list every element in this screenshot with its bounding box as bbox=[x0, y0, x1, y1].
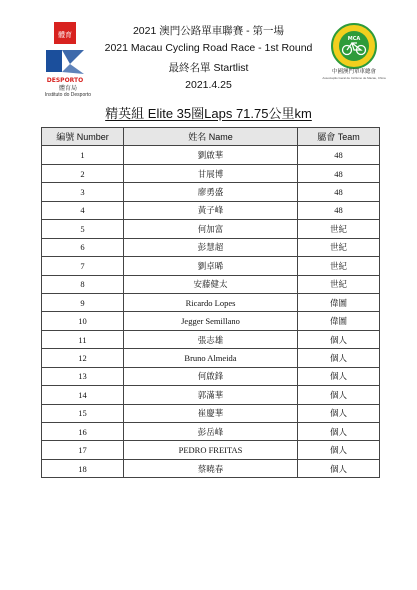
cell-name: 彭慧超 bbox=[124, 238, 298, 256]
table-row bbox=[42, 146, 380, 164]
cell-team: 世紀 bbox=[298, 238, 380, 256]
category-title-text: 精英組 Elite 35圈Laps 71.75公里km bbox=[105, 106, 312, 121]
cell-name: 張志雄 bbox=[124, 330, 298, 348]
table-row bbox=[42, 201, 380, 219]
cycling-association-logo-icon bbox=[330, 22, 378, 70]
cell-number: 14 bbox=[42, 386, 124, 404]
header-line-2: 2021 Macau Cycling Road Race - 1st Round bbox=[104, 42, 313, 54]
table-row bbox=[42, 441, 380, 459]
cell-number: 11 bbox=[42, 330, 124, 348]
logo-mark-text: 體育 bbox=[58, 31, 72, 39]
header-team: 屬會 Team bbox=[298, 128, 380, 146]
table-row bbox=[42, 367, 380, 385]
cell-team: 個人 bbox=[298, 330, 380, 348]
cell-team: 個人 bbox=[298, 386, 380, 404]
cell-name: 彭岳峰 bbox=[124, 423, 298, 441]
cell-number: 4 bbox=[42, 201, 124, 219]
cell-number: 10 bbox=[42, 312, 124, 330]
cell-team: 個人 bbox=[298, 441, 380, 459]
category-title bbox=[0, 103, 417, 122]
cell-name: 廖勇盛 bbox=[124, 183, 298, 201]
cell-name: 甘展博 bbox=[124, 164, 298, 182]
table-row bbox=[42, 386, 380, 404]
cell-team: 個人 bbox=[298, 423, 380, 441]
header-line-3: 最終名單 Startlist bbox=[168, 62, 249, 74]
table-row bbox=[42, 257, 380, 275]
cell-name: PEDRO FREITAS bbox=[124, 441, 298, 459]
association-name-zh: 中國澳門單車總會 bbox=[331, 69, 376, 75]
cell-name: 劉啟華 bbox=[124, 146, 298, 164]
cell-number: 6 bbox=[42, 238, 124, 256]
logo-name-pt: Instituto do Desporto bbox=[44, 92, 92, 98]
cell-number: 5 bbox=[42, 220, 124, 238]
logo-brand-text: DESPORTO bbox=[46, 77, 84, 84]
table-row bbox=[42, 275, 380, 293]
table-row bbox=[42, 164, 380, 182]
cell-name: Bruno Almeida bbox=[124, 349, 298, 367]
header-number: 編號 Number bbox=[42, 128, 124, 146]
cell-number: 7 bbox=[42, 257, 124, 275]
cell-team: 世紀 bbox=[298, 275, 380, 293]
cell-number: 2 bbox=[42, 164, 124, 182]
header-line-1: 2021 澳門公路單車聯賽 - 第一場 bbox=[132, 25, 285, 37]
document-header bbox=[0, 0, 417, 98]
cell-number: 12 bbox=[42, 349, 124, 367]
cell-name: 郭滿華 bbox=[124, 386, 298, 404]
cell-number: 3 bbox=[42, 183, 124, 201]
cell-team: 個人 bbox=[298, 349, 380, 367]
cell-number: 9 bbox=[42, 293, 124, 311]
cell-team: 個人 bbox=[298, 404, 380, 422]
table-row bbox=[42, 459, 380, 477]
cell-team: 48 bbox=[298, 164, 380, 182]
table-row bbox=[42, 404, 380, 422]
cell-team: 個人 bbox=[298, 367, 380, 385]
cell-name: Jegger Semillano bbox=[124, 312, 298, 330]
cell-name: 何加富 bbox=[124, 220, 298, 238]
cell-name: 蔡曉春 bbox=[124, 459, 298, 477]
cell-team: 48 bbox=[298, 183, 380, 201]
cell-number: 13 bbox=[42, 367, 124, 385]
table-row bbox=[42, 349, 380, 367]
table-row bbox=[42, 183, 380, 201]
cell-name: 安藤健太 bbox=[124, 275, 298, 293]
cell-number: 18 bbox=[42, 459, 124, 477]
cell-name: 劉卓晞 bbox=[124, 257, 298, 275]
logo-name-zh: 體育局 bbox=[58, 86, 77, 92]
header-date: 2021.4.25 bbox=[185, 79, 232, 91]
cell-number: 15 bbox=[42, 404, 124, 422]
cell-name: 黃子峰 bbox=[124, 201, 298, 219]
table-row bbox=[42, 423, 380, 441]
cell-number: 1 bbox=[42, 146, 124, 164]
cell-team: 世紀 bbox=[298, 220, 380, 238]
badge-text: MCA bbox=[347, 36, 361, 42]
startlist-table bbox=[41, 127, 380, 478]
table-row bbox=[42, 238, 380, 256]
cell-team: 48 bbox=[298, 146, 380, 164]
association-name-pt: Associação Geral de Ciclismo de Macau, China bbox=[322, 76, 386, 80]
cell-team: 個人 bbox=[298, 459, 380, 477]
cell-name: 何啟鋒 bbox=[124, 367, 298, 385]
table-row bbox=[42, 293, 380, 311]
cell-team: 48 bbox=[298, 201, 380, 219]
cell-team: 偉圖 bbox=[298, 312, 380, 330]
cell-number: 16 bbox=[42, 423, 124, 441]
cell-name: 崔慶華 bbox=[124, 404, 298, 422]
cell-team: 世紀 bbox=[298, 257, 380, 275]
table-row bbox=[42, 312, 380, 330]
cell-number: 17 bbox=[42, 441, 124, 459]
table-row bbox=[42, 220, 380, 238]
cell-team: 偉圖 bbox=[298, 293, 380, 311]
table-row bbox=[42, 330, 380, 348]
table-header-row bbox=[42, 128, 380, 146]
cell-name: Ricardo Lopes bbox=[124, 293, 298, 311]
cell-number: 8 bbox=[42, 275, 124, 293]
header-name: 姓名 Name bbox=[124, 128, 298, 146]
